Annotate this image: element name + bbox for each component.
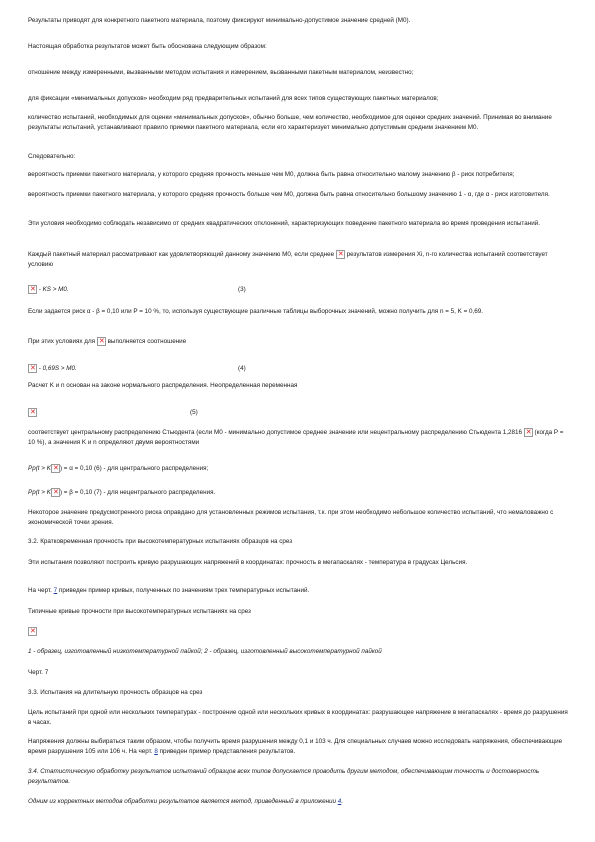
text-span: При этих условиях для (28, 338, 96, 346)
figure-caption: 1 - образец, изготовленный низкотемпературной пайкой; 2 - образец, изготовленный высокотемпературной пайкой (28, 648, 382, 655)
section-paragraph: 3.4. Статистическую обработку результатов испытаний образцов всех типов допускается проводить другим методом, обеспечивающим точность и достоверность результатов. (28, 768, 540, 785)
broken-image-icon (28, 285, 37, 294)
broken-image-icon (51, 488, 60, 497)
equation-7 (28, 488, 568, 498)
text-span: Напряжения должны выбираться таким образом, чтобы получить время разрушения между 0,1 и 103 ч. Для специальных случаев можно исследовать напряжения, обеспечивающие время разрушения 105 или 106 ч. На черт. (28, 738, 563, 755)
paragraph: отношение между измеренными, вызванными методом испытания и измерением, вызванными пакетным материалом, неизвестно; (28, 69, 414, 76)
figure-link[interactable]: 8 (154, 748, 158, 755)
paragraph (28, 250, 568, 270)
text-span: результатов измерения Xi, n-го количества испытаний соответствует условию (28, 251, 548, 269)
equation-text: Pp(t > K (28, 489, 51, 497)
equation-number: (5) (190, 409, 198, 416)
equation-4 (28, 364, 568, 374)
equation-text: ) = α = 0,10 (6) - для центрального распределения; (59, 465, 209, 473)
section-heading: 3.2. Кратковременная прочность при высокотемпературных испытаниях образцов на срез (28, 538, 293, 545)
paragraph: для фиксации «минимальных допусков» необходим ряд предварительных испытаний для всех типов существующих пакетных материалов; (28, 95, 439, 102)
broken-image-icon (524, 428, 533, 437)
broken-image-icon (28, 627, 37, 636)
paragraph: Если задается риск α - β = 0,10 или P = 10 %, то, используя существующие различные таблицы выборочных значений, можно получить для n = 5, K = 0,69. (28, 308, 484, 315)
paragraph: вероятность приемки пакетного материала, у которого средняя прочность меньше чем M0, должна быть равна относительно малому значению β - риск потребителя; (28, 171, 515, 178)
equation-3 (28, 285, 568, 295)
paragraph (28, 586, 568, 596)
section-heading: 3.3. Испытания на длительную прочность образцов на срез (28, 689, 203, 696)
figure-title: Типичные кривые прочности при высокотемпературных испытаниях на срез (28, 608, 251, 615)
equation-6 (28, 464, 568, 474)
figure-number: Черт. 7 (28, 669, 49, 676)
text-span: Каждый пакетный материал рассматривают как удовлетворяющий данному значению M0, если среднее (28, 251, 335, 259)
paragraph: Цель испытаний при одной или нескольких температурах - построение одной или нескольких кривых в координатах: разрушающее напряжение в мегапаскалях - время до разрушения в часах. (28, 709, 568, 726)
equation-text: ) = β = 0,10 (7) - для нецентрального распределения. (59, 489, 216, 497)
equation-text: - KS > M0. (38, 286, 69, 294)
text-span: . (341, 798, 344, 805)
text-span: соответствует центральному распределению Стьюдента (если M0 - минимально допустимое среднее значение или нецентральному распределению Стьюдента 1,2816 (28, 429, 523, 437)
broken-image-icon (28, 408, 37, 417)
paragraph: Расчет K и n основан на законе нормального распределения. Неопределенная переменная (28, 382, 298, 389)
paragraph (28, 428, 568, 448)
text-span: (когда P = 10 %), а значения K и n определяют двумя вероятностями (28, 429, 564, 447)
figure-image (28, 627, 568, 637)
paragraph (28, 737, 568, 757)
paragraph: Следовательно: (28, 153, 76, 160)
paragraph: вероятность приемки пакетного материала, у которого средняя прочность больше чем M0, должна быть равна относительно большому значению 1 - α, где α - риск изготовителя. (28, 191, 550, 198)
paragraph: Эти условия необходимо соблюдать независимо от средних квадратических отклонений, характеризующих поведение пакетного материала во время проведения испытаний. (28, 220, 541, 227)
broken-image-icon (51, 464, 60, 473)
text-span: На черт. (28, 587, 52, 594)
paragraph: Настоящая обработка результатов может быть обоснована следующим образом: (28, 43, 267, 50)
appendix-link[interactable]: 4 (337, 798, 342, 805)
paragraph (28, 337, 568, 347)
figure-link[interactable]: 7 (53, 587, 58, 594)
text-span: приведен пример кривых, полученных по значениям трех температурных испытаний. (58, 587, 310, 594)
text-span: выполняется соотношение (107, 338, 187, 346)
equation-number: (4) (238, 365, 246, 372)
equation-text: - 0,69S > M0. (38, 365, 77, 373)
paragraph: Некоторое значение предусмотренного риска оправдано для установленных режимов испытания, т.к. при этом необходимо небольшое количество испытаний, что немаловажно с экономической точки зрения. (28, 509, 554, 526)
equation-5 (28, 408, 568, 418)
paragraph (28, 797, 568, 807)
text-span: Одним из корректных методов обработки результатов является метод, приведенный в приложении (28, 798, 337, 805)
equation-text: Pp(t > K (28, 465, 51, 473)
broken-image-icon (28, 364, 37, 373)
paragraph: количество испытаний, необходимых для оценки «минимальных допусков», обычно больше, чем количество, необходимое для оценки средних значений. Принимая во внимание результаты испытаний, устанавливают правило приемки пакетного материала, если его характеризует минимально допустимым средним значением M0. (28, 114, 552, 131)
paragraph: Эти испытания позволяют построить кривую разрушающих напряжений в координатах: прочность в мегапаскалях - температура в градусах Цельсия. (28, 559, 468, 566)
equation-number: (3) (238, 286, 246, 293)
text-span: приведен пример представления результатов. (159, 748, 296, 755)
broken-image-icon (97, 337, 106, 346)
paragraph: Результаты приводят для конкретного пакетного материала, поэтому фиксируют минимально-допустимое значение средней (M0). (28, 17, 411, 24)
broken-image-icon (336, 250, 345, 259)
